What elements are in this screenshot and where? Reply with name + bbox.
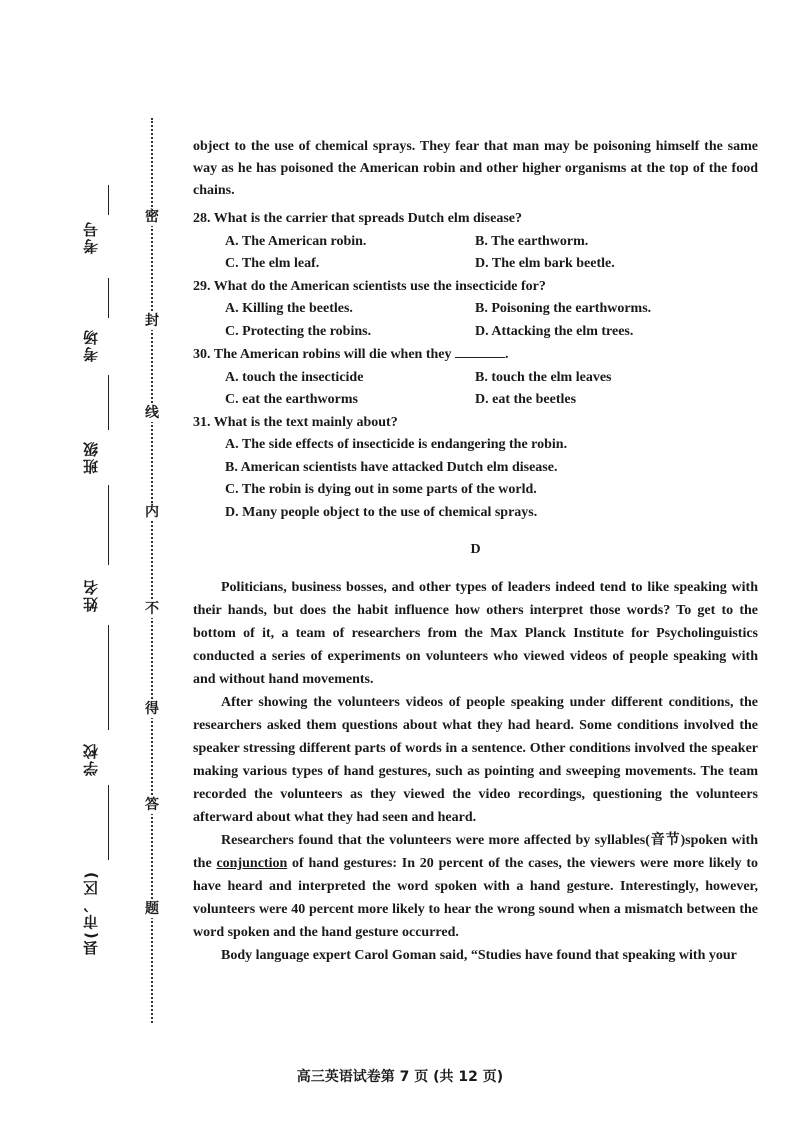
underlined-word: conjunction (216, 856, 288, 871)
paragraph-3-part-a: Researchers found that the volunteers were more affected by syllables(音节)spoken with the (193, 833, 758, 871)
passage-d-paragraph-1: Politicians, business bosses, and other types of leaders indeed tend to like speaking with their hands, but does the habit influence how others interpret those words? To get to the bottom of it, a team of researchers from the Max Planck Institute for Psycholinguistics conducted a series of experiments on volunteers who viewed videos of people speaking with and without hand movements. (193, 580, 758, 687)
option-28-c[interactable]: C. The elm leaf. (225, 256, 320, 271)
option-30-a[interactable]: A. touch the insecticide (225, 369, 364, 385)
options-28 (225, 231, 758, 276)
options-29 (225, 298, 758, 343)
seal-char-3: 线 (142, 404, 162, 422)
seal-char-6: 得 (142, 700, 162, 718)
question-number: 31. (193, 414, 211, 430)
seal-char-4: 内 (142, 503, 162, 521)
field-line-class[interactable] (108, 375, 109, 430)
options-30 (225, 367, 758, 412)
seal-char-2: 封 (142, 312, 162, 330)
option-29-d[interactable]: D. Attacking the elm trees. (475, 323, 634, 339)
field-label-school: 学校 (82, 742, 100, 776)
question-31 (193, 412, 758, 435)
option-30-c[interactable]: C. eat the earthworms (225, 392, 358, 407)
question-28 (193, 208, 758, 231)
option-29-a[interactable]: A. Killing the beetles. (225, 301, 353, 316)
field-line-school[interactable] (108, 625, 109, 730)
option-28-b[interactable]: B. The earthworm. (475, 233, 589, 249)
option-31-b[interactable]: B. American scientists have attacked Dutch elm disease. (225, 459, 558, 475)
field-label-class: 班级 (82, 440, 100, 474)
option-29-c[interactable]: C. Protecting the robins. (225, 323, 372, 339)
question-number: 29. (193, 278, 211, 294)
option-28-a[interactable]: A. The American robin. (225, 233, 367, 249)
main-content (193, 136, 758, 967)
seal-char-1: 密 (142, 208, 162, 226)
option-30-b[interactable]: B. touch the elm leaves (475, 369, 612, 385)
passage-d-paragraph-3 (193, 829, 758, 944)
option-30-d[interactable]: D. eat the beetles (475, 392, 577, 407)
question-stem: What do the American scientists use the insecticide for? (213, 278, 546, 294)
question-29 (193, 276, 758, 299)
option-28-d[interactable]: D. The elm bark beetle. (475, 256, 615, 271)
passage-d-paragraph-4: Body language expert Carol Goman said, “Studies have found that speaking with your (221, 948, 737, 963)
section-title-d: D (470, 542, 481, 557)
option-29-b[interactable]: B. Poisoning the earthworms. (475, 301, 652, 316)
option-31-c[interactable]: C. The robin is dying out in some parts of the world. (225, 482, 537, 497)
field-line-name[interactable] (108, 485, 109, 565)
option-31-d[interactable]: D. Many people object to the use of chemical sprays. (225, 504, 538, 520)
seal-char-7: 答 (142, 796, 162, 814)
paragraph-3-part-b: of hand gestures: In 20 percent of the cases, the viewers were more likely to have heard and interpreted the word spoken with a hand gesture. Interestingly, however, volunteers were 40 percent more likely to hear the wrong sound when a mismatch between the word spoken and the hand gesture occurred. (193, 856, 758, 940)
seal-char-5: 不 (142, 600, 162, 618)
field-label-exam-number: 考号 (82, 220, 100, 254)
question-stem-end: . (505, 347, 509, 362)
field-line-county[interactable] (108, 785, 109, 860)
field-label-exam-room: 考场 (82, 328, 100, 362)
question-30 (193, 343, 758, 367)
question-number: 28. (193, 211, 211, 226)
field-label-name: 姓名 (82, 578, 100, 612)
options-31 (225, 434, 758, 524)
option-31-a[interactable]: A. The side effects of insecticide is endangering the robin. (225, 437, 568, 452)
field-line-exam-number[interactable] (108, 185, 109, 215)
page-footer: 高三英语试卷第 7 页 (共 12 页) (296, 1069, 504, 1085)
question-stem: The American robins will die when they (213, 347, 452, 362)
passage-c-ending (193, 136, 758, 202)
field-line-exam-room[interactable] (108, 278, 109, 318)
seal-char-8: 题 (142, 900, 162, 918)
binding-dotted-line (151, 118, 153, 1023)
question-stem: What is the text mainly about? (213, 414, 398, 430)
question-number: 30. (193, 347, 211, 362)
field-label-county: 县(市、区) (82, 870, 100, 956)
answer-blank[interactable] (455, 343, 505, 358)
intro-paragraph: object to the use of chemical sprays. They fear that man may be poisoning himself the same way as he has poisoned the American robin and other higher organisms at the top of the food chains. (193, 139, 758, 198)
passage-d-paragraph-2: After showing the volunteers videos of people speaking under different conditions, the researchers asked them questions about what they had heard. Some conditions involved the speaker stressing different parts of words in a sentence. Other conditions involved the speaker making various types of hand gestures, such as pointing and sweeping movements. The team recorded the volunteers as they viewed the video recordings, questioning the volunteers afterward about what they had seen and heard. (193, 695, 758, 825)
question-stem: What is the carrier that spreads Dutch elm disease? (213, 211, 522, 226)
